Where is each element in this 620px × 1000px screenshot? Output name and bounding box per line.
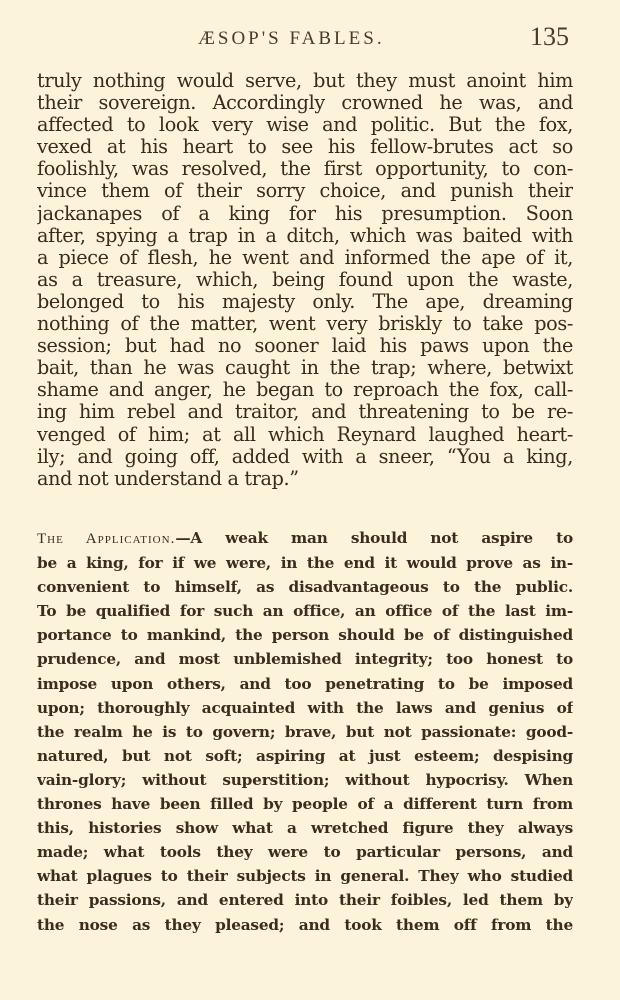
- application-line: be a king, for if we were, in the end it would prove as in-: [37, 554, 573, 573]
- fable-line: after, spying a trap in a ditch, which was baited with: [37, 224, 573, 247]
- fable-line: truly nothing would serve, but they must anoint him: [37, 70, 573, 92]
- fable-line: affected to look very wise and politic. But the fox,: [37, 114, 573, 137]
- page-number: 135: [530, 22, 569, 51]
- application-line: made; what tools they were to particular persons, and: [37, 843, 573, 862]
- fable-line: belonged to his majesty only. The ape, dreaming: [37, 290, 573, 313]
- application-first-line: [37, 526, 573, 551]
- running-title: ÆSOP'S FABLES.: [198, 28, 385, 49]
- application-line: their passions, and entered into their foibles, led them by: [37, 891, 573, 910]
- application-section: [37, 526, 573, 937]
- application-line: —A weak man should not aspire to: [175, 529, 573, 547]
- fable-line: nothing of the matter, went very briskly to take pos-: [37, 313, 573, 336]
- fable-line: and not understand a trap.”: [37, 467, 299, 490]
- fable-line: vince them of their sorry choice, and punish their: [37, 180, 573, 203]
- application-line: the nose as they pleased; and took them off from the: [37, 915, 573, 934]
- fable-line: a piece of flesh, he went and informed the ape of it,: [37, 246, 573, 269]
- fable-line: ing him rebel and traitor, and threatening to be re-: [37, 401, 573, 424]
- application-line: impose upon others, and too penetrating to be imposed: [37, 674, 573, 693]
- fable-line: as a treasure, which, being found upon the waste,: [37, 268, 573, 291]
- application-line: natured, but not soft; aspiring at just esteem; despising: [37, 746, 573, 765]
- fable-line: venged of him; at all which Reynard laughed heart-: [37, 423, 573, 446]
- application-heading: The Application.: [37, 531, 176, 547]
- application-line: vain-glory; without superstition; without hypocrisy. When: [37, 770, 573, 789]
- application-line: this, histories show what a wretched figure they always: [37, 819, 573, 838]
- fable-line: foolishly, was resolved, the first opportunity, to con-: [37, 158, 573, 181]
- fable-line: ily; and going off, added with a sneer, “You a king,: [37, 445, 573, 468]
- application-line: portance to mankind, the person should be of distinguished: [37, 626, 573, 645]
- application-line: prudence, and most unblemished integrity; too honest to: [37, 650, 573, 669]
- application-line: upon; thoroughly acquainted with the laws and genius of: [37, 698, 573, 717]
- application-line: the realm he is to govern; brave, but not passionate: good-: [37, 722, 573, 741]
- fable-line: shame and anger, he began to reproach the fox, call-: [37, 379, 573, 402]
- application-line: To be qualified for such an office, an office of the last im-: [37, 602, 573, 621]
- fable-line: jackanapes of a king for his presumption. Soon: [37, 202, 573, 225]
- application-line: what plagues to their subjects in general. They who studied: [37, 867, 573, 886]
- application-line: convenient to himself, as disadvantageous to the public.: [37, 578, 573, 597]
- fable-line: bait, than he was caught in the trap; where, betwixt: [37, 357, 573, 380]
- fable-line: session; but had no sooner laid his paws upon the: [37, 335, 573, 358]
- fable-text: [37, 70, 573, 490]
- application-line: thrones have been filled by people of a different turn from: [37, 795, 573, 814]
- fable-line: vexed at his heart to see his fellow-brutes act so: [37, 136, 573, 159]
- fable-line: their sovereign. Accordingly crowned he was, and: [37, 92, 573, 115]
